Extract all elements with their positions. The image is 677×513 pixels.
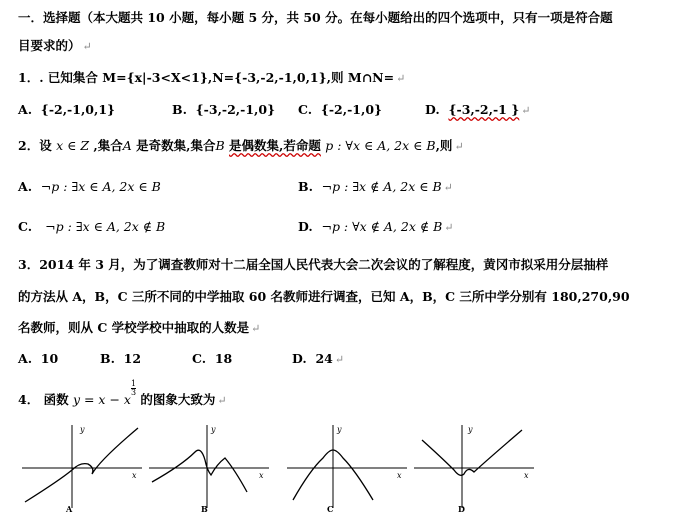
q3-option-a: A. 10 — [18, 351, 59, 366]
q3-option-d: D. 24 ↵ — [292, 351, 345, 366]
graph-d-x-label: x — [524, 471, 529, 480]
graph-option-d — [412, 420, 537, 513]
q1-option-c: C. {-2,-1,0} — [298, 102, 383, 117]
q4-stem: 4． 函数 y = x − x $\frac{1}{3}$ 的图象大致为 ↵ — [18, 379, 227, 407]
graph-c-y-label: y — [337, 425, 342, 434]
q2-option-d: D. ¬p : ∀x ∉ A, 2x ∉ B ↵ — [298, 219, 454, 234]
graph-b-curve — [152, 450, 247, 492]
graph-a-x-label: x — [132, 471, 137, 480]
graph-c-x-label: x — [397, 471, 402, 480]
graph-d-curve — [422, 430, 522, 475]
graph-b-label: B — [201, 504, 208, 513]
section-title-line2: 目要求的） ↵ — [18, 38, 92, 53]
q1-option-a: A. {-2,-1,0,1} — [18, 102, 116, 117]
q2-stem: 2．设 x ∈ Z ,集合A 是奇数集,集合B 是偶数集,若命题 p : ∀x ∈ A, 2x ∈ B,则 ↵ — [18, 138, 464, 153]
graph-option-b — [147, 420, 272, 513]
graph-option-c — [285, 420, 410, 513]
graph-b-y-label: y — [211, 425, 216, 434]
q1-option-b: B. {-3,-2,-1,0} — [172, 102, 276, 117]
graph-a-y-label: y — [80, 425, 85, 434]
graph-b-x-label: x — [259, 471, 264, 480]
q3-option-c: C. 18 — [192, 351, 233, 366]
graph-d-label: D — [458, 504, 465, 513]
q3-line1: 3．2014 年 3 月，为了调查教师对十二届全国人民代表大会二次会议的了解程度，黄冈市拟采用分层抽样 — [18, 257, 609, 272]
graph-a-curve — [25, 428, 138, 502]
q2-option-c: C. ¬p : ∃x ∈ A, 2x ∉ B — [18, 219, 166, 234]
graph-a-label: A — [66, 504, 73, 513]
q1-option-d: D. {-3,-2,-1 } ↵ — [425, 102, 531, 117]
q3-option-b: B. 12 — [100, 351, 142, 366]
q3-line3: 名教师，则从 C 学校学校中抽取的人数是 ↵ — [18, 320, 261, 335]
section-title-line1: 一．选择题（本大题共 10 小题，每小题 5 分，共 50 分。在每小题给出的四个选项中，只有一项是符合题 — [18, 10, 613, 25]
graph-option-a — [20, 420, 145, 513]
q1-stem: 1．. 已知集合 M={x|-3<X<1},N={-3,-2,-1,0,1},则 M∩N= ↵ — [18, 70, 406, 85]
q2-option-a: A. ¬p : ∃x ∈ A, 2x ∈ B — [18, 179, 161, 194]
graph-d-y-label: y — [468, 425, 473, 434]
q2-option-b: B. ¬p : ∃x ∉ A, 2x ∈ B ↵ — [298, 179, 453, 194]
graph-c-label: C — [327, 504, 334, 513]
q3-line2: 的方法从 A，B，C 三所不同的中学抽取 60 名教师进行调查，已知 A，B，C 三所中学分别有 180,270,90 — [18, 289, 630, 304]
